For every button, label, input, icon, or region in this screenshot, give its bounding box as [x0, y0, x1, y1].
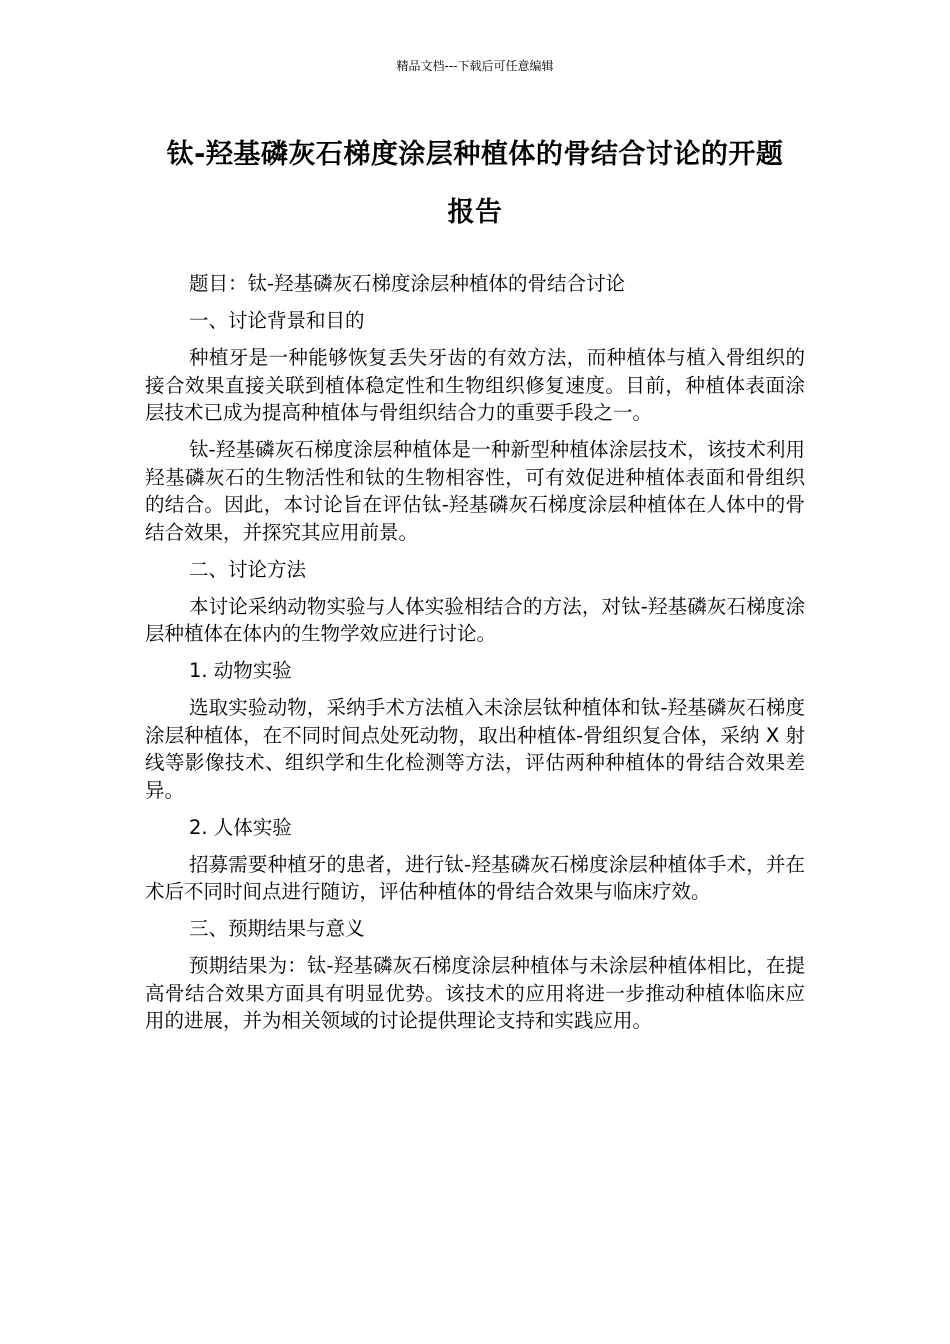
- subheading-human-experiment: 2. 人体实验: [189, 815, 292, 839]
- section-heading-background: 一、讨论背景和目的: [189, 309, 365, 332]
- header-note: 精品文档---下载后可任意编辑: [396, 59, 554, 73]
- topic-line: 题目：钛-羟基磷灰石梯度涂层种植体的骨结合讨论: [189, 272, 626, 295]
- paragraph-methods: 本讨论采纳动物实验与人体实验相结合的方法，对钛-羟基磷灰石梯度涂层种植体在体内的生物学效应进行讨论。: [145, 594, 805, 645]
- document-body: [145, 270, 805, 1044]
- document-title-line-1: 钛-羟基磷灰石梯度涂层种植体的骨结合讨论的开题: [166, 139, 784, 170]
- paragraph-expected-results: 预期结果为：钛-羟基磷灰石梯度涂层种植体与未涂层种植体相比，在提高骨结合效果方面具有明显优势。该技术的应用将进一步推动种植体临床应用的进展，并为相关领域的讨论提供理论支持和实践应用。: [145, 954, 805, 1032]
- paragraph-background-1: 种植牙是一种能够恢复丢失牙齿的有效方法，而种植体与植入骨组织的接合效果直接关联到植体稳定性和生物组织修复速度。目前，种植体表面涂层技术已成为提高种植体与骨组织结合力的重要手段之一。: [145, 346, 805, 424]
- subheading-animal-experiment: 1. 动物实验: [189, 659, 292, 682]
- document-title-line-2: 报告: [447, 197, 503, 228]
- paragraph-background-2: 钛-羟基磷灰石梯度涂层种植体是一种新型种植体涂层技术，该技术利用羟基磷灰石的生物活性和钛的生物相容性，可有效促进种植体表面和骨组织的结合。因此，本讨论旨在评估钛-羟基磷灰石梯度涂层种植体在人体中的骨结合效果，并探究其应用前景。: [145, 438, 805, 544]
- document-title: [130, 126, 820, 242]
- section-heading-methods: 二、讨论方法: [189, 557, 307, 581]
- paragraph-human-experiment: 招募需要种植牙的患者，进行钛-羟基磷灰石梯度涂层种植体手术，并在术后不同时间点进行随访，评估种植体的骨结合效果与临床疗效。: [145, 852, 805, 903]
- section-heading-expected-results: 三、预期结果与意义: [189, 917, 365, 940]
- paragraph-animal-experiment: 选取实验动物，采纳手术方法植入未涂层钛种植体和钛-羟基磷灰石梯度涂层种植体，在不同时间点处死动物，取出种植体-骨组织复合体，采纳 X 射线等影像技术、组织学和生化检测等方法，评估两种种植体的骨结合效果差异。: [145, 696, 805, 802]
